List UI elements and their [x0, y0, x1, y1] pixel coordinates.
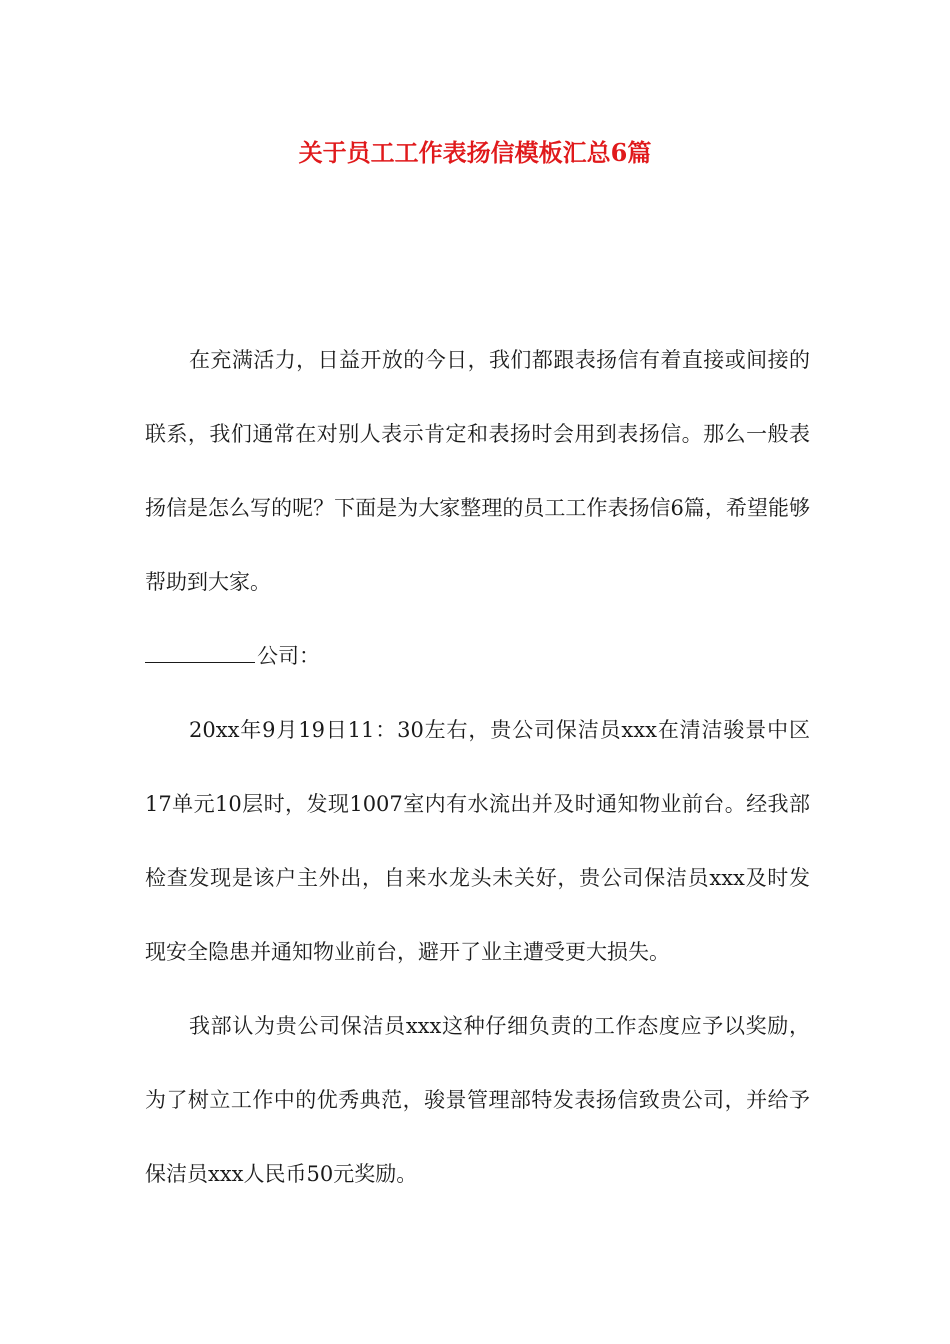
blank-underline	[145, 644, 255, 663]
intro-paragraph: 在充满活力，日益开放的今日，我们都跟表扬信有着直接或间接的联系，我们通常在对别人表示肯定和表扬时会用到表扬信。那么一般表扬信是怎么写的呢？下面是为大家整理的员工工作表扬信6篇，希望能够帮助到大家。	[145, 348, 810, 594]
salutation-line	[145, 619, 810, 693]
body-paragraph-2: 我部认为贵公司保洁员xxx这种仔细负责的工作态度应予以奖励，为了树立工作中的优秀典范，骏景管理部特发表扬信致贵公司，并给予保洁员xxx人民币50元奖励。	[145, 1014, 810, 1186]
salutation-text: 公司：	[257, 644, 320, 668]
document-body	[145, 323, 810, 1211]
document-title: 关于员工工作表扬信模板汇总6篇	[298, 138, 652, 167]
body-paragraph-1: 20xx年9月19日11：30左右，贵公司保洁员xxx在清洁骏景中区17单元10层时，发现1007室内有水流出并及时通知物业前台。经我部检查发现是该户主外出，自来水龙头未关好，贵公司保洁员xxx及时发现安全隐患并通知物业前台，避开了业主遭受更大损失。	[145, 718, 810, 964]
